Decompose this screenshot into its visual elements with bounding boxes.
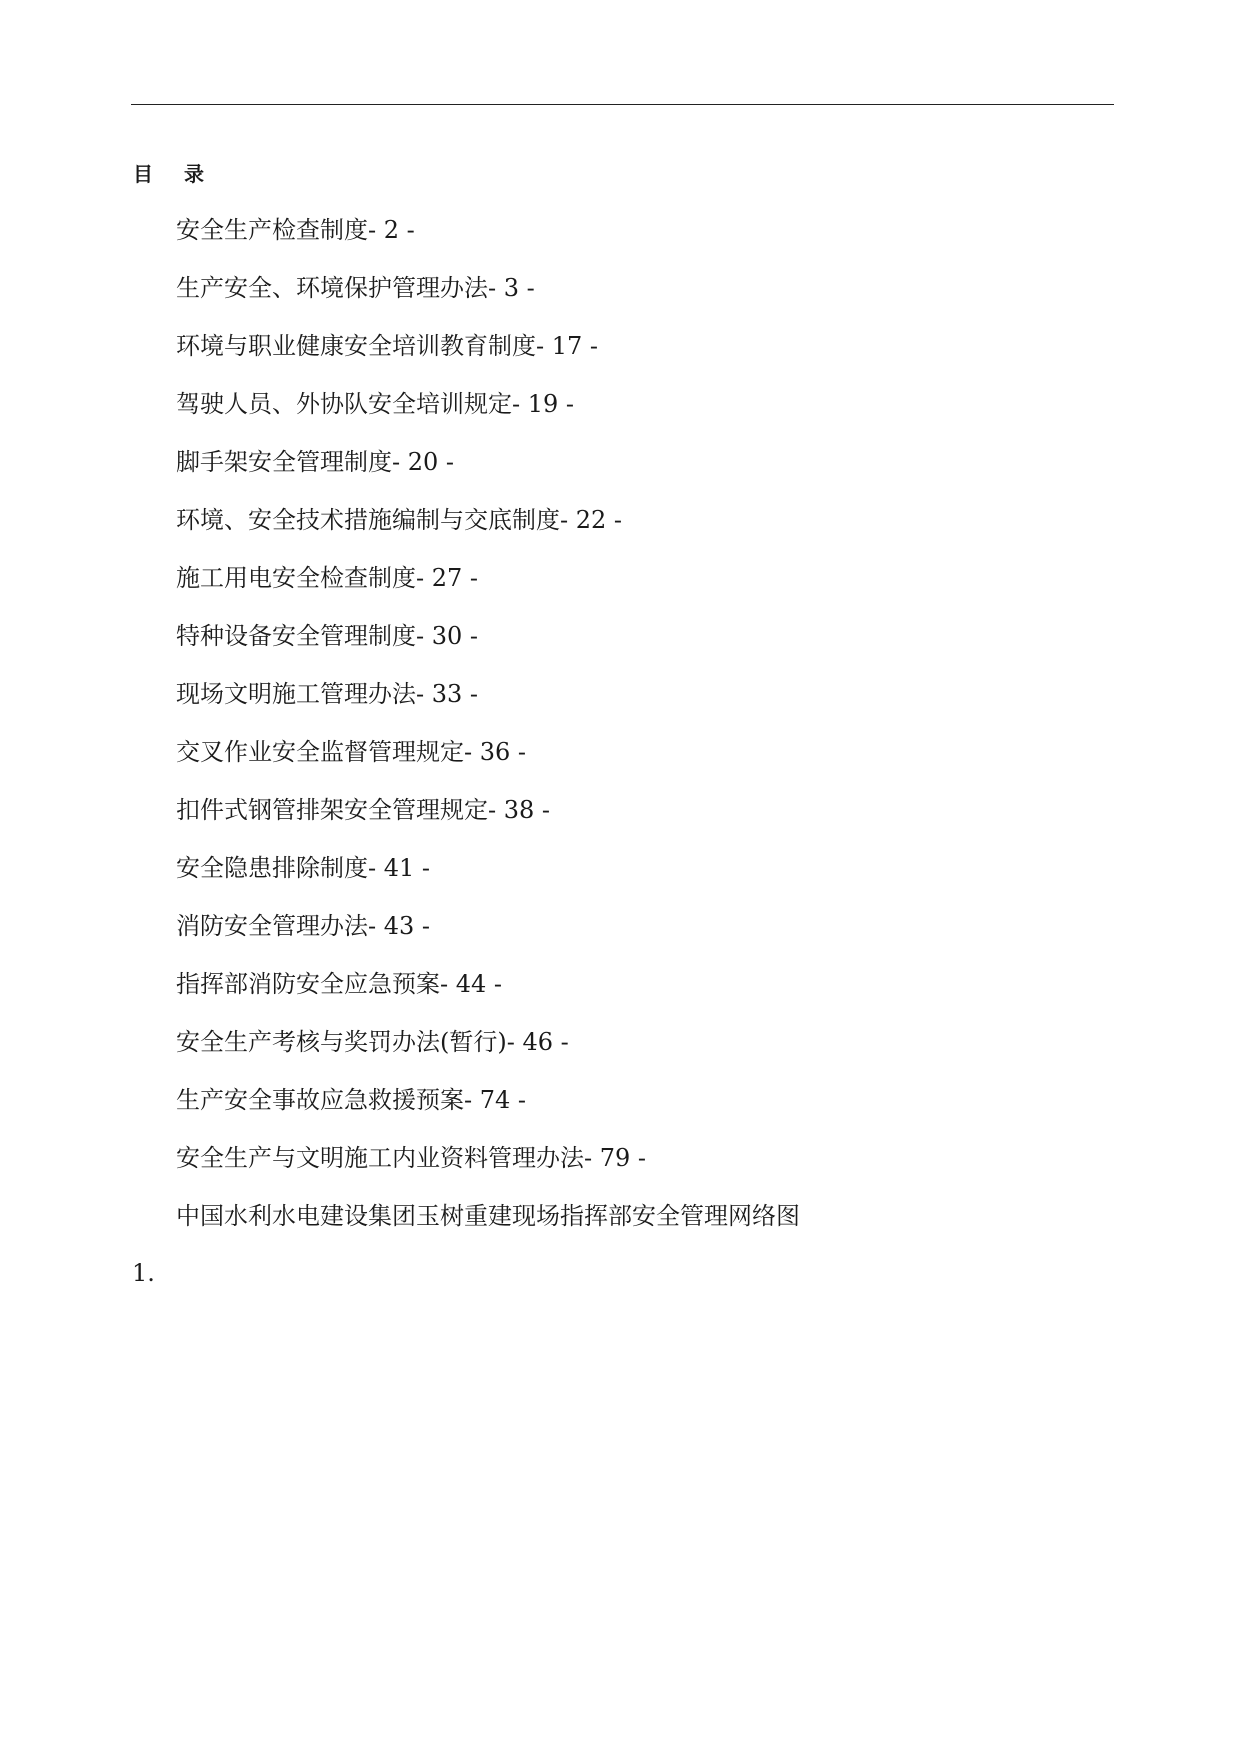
header-rule — [131, 104, 1114, 105]
toc-entry[interactable] — [176, 447, 800, 505]
toc-entry[interactable] — [176, 853, 800, 911]
toc-entry-page: - 36 - — [464, 738, 527, 766]
toc-entry-title: 现场文明施工管理办法 — [176, 680, 416, 708]
toc-entry-page: - 33 - — [416, 680, 479, 708]
toc-entry-title: 安全生产检查制度 — [176, 216, 368, 244]
toc-entry-page: - 17 - — [536, 332, 599, 360]
toc-heading: 目 录 — [133, 162, 216, 186]
toc-entry-title: 消防安全管理办法 — [176, 912, 368, 940]
toc-entry-title: 中国水利水电建设集团玉树重建现场指挥部安全管理网络图 — [176, 1202, 800, 1230]
toc-entry[interactable] — [176, 505, 800, 563]
toc-entry-page: - 2 - — [368, 216, 415, 244]
toc-entry[interactable] — [176, 331, 800, 389]
toc-entry[interactable] — [176, 1085, 800, 1143]
footer-number: 1. — [132, 1259, 155, 1287]
toc-entry[interactable] — [176, 1143, 800, 1201]
toc-entry[interactable] — [176, 215, 800, 273]
toc-entry-page: - 46 - — [506, 1028, 569, 1056]
toc-entry-title: 生产安全事故应急救援预案 — [176, 1086, 464, 1114]
toc-entry[interactable] — [176, 389, 800, 447]
toc-entry[interactable] — [176, 795, 800, 853]
toc-entry-title: 安全隐患排除制度 — [176, 854, 368, 882]
toc-entry-page: - 38 - — [488, 796, 551, 824]
toc-entry-page: - 20 - — [392, 448, 455, 476]
toc-entry-title: 指挥部消防安全应急预案 — [176, 970, 440, 998]
toc-entry[interactable] — [176, 737, 800, 795]
toc-entry-title: 环境、安全技术措施编制与交底制度 — [176, 506, 560, 534]
toc-entry[interactable] — [176, 621, 800, 679]
toc-entry-title: 环境与职业健康安全培训教育制度 — [176, 332, 536, 360]
toc-entry-title: 特种设备安全管理制度 — [176, 622, 416, 650]
toc-entry-page: - 30 - — [416, 622, 479, 650]
toc-entry-title: 脚手架安全管理制度 — [176, 448, 392, 476]
toc-list — [176, 215, 800, 1259]
toc-entry[interactable] — [176, 273, 800, 331]
toc-entry-page: - 44 - — [440, 970, 503, 998]
toc-entry[interactable] — [176, 1027, 800, 1085]
toc-entry-title: 安全生产考核与奖罚办法(暂行) — [176, 1028, 507, 1056]
toc-entry-page: - 27 - — [416, 564, 479, 592]
toc-entry[interactable] — [176, 563, 800, 621]
toc-entry-title: 生产安全、环境保护管理办法 — [176, 274, 488, 302]
toc-entry[interactable] — [176, 1201, 800, 1259]
toc-entry[interactable] — [176, 911, 800, 969]
toc-entry-title: 扣件式钢管排架安全管理规定 — [176, 796, 488, 824]
toc-entry-page: - 79 - — [584, 1144, 647, 1172]
toc-entry-title: 交叉作业安全监督管理规定 — [176, 738, 464, 766]
toc-entry-page: - 19 - — [512, 390, 575, 418]
toc-entry-page: - 41 - — [368, 854, 431, 882]
toc-entry[interactable] — [176, 679, 800, 737]
toc-entry-page: - 74 - — [464, 1086, 527, 1114]
toc-entry-page: - 43 - — [368, 912, 431, 940]
toc-entry-title: 施工用电安全检查制度 — [176, 564, 416, 592]
toc-entry-title: 驾驶人员、外协队安全培训规定 — [176, 390, 512, 418]
toc-entry-title: 安全生产与文明施工内业资料管理办法 — [176, 1144, 584, 1172]
toc-entry-page: - 3 - — [488, 274, 535, 302]
toc-entry-page: - 22 - — [560, 506, 623, 534]
toc-entry[interactable] — [176, 969, 800, 1027]
